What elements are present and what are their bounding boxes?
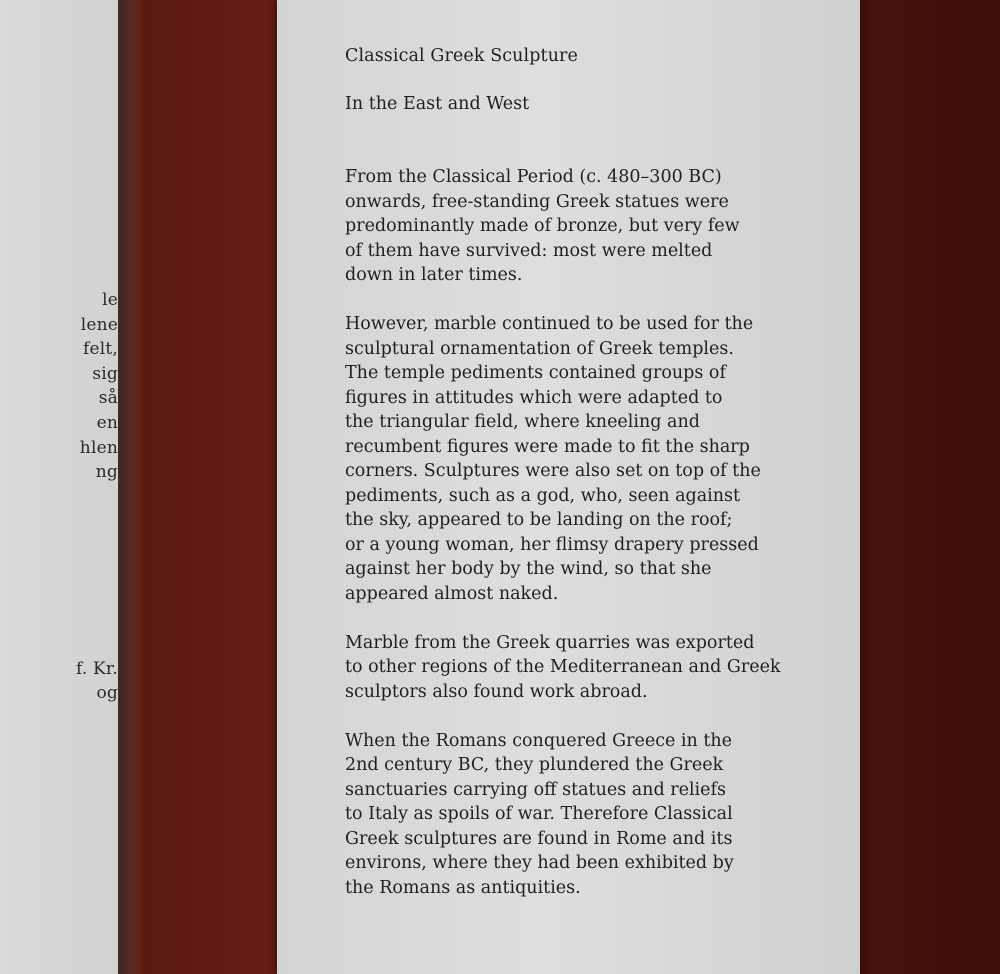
adjacent-panel-edge xyxy=(118,0,142,974)
adjacent-text-line: felt, xyxy=(82,339,118,360)
text-line: recumbent figures were made to fit the sharp xyxy=(345,436,750,457)
text-line: to Italy as spoils of war. Therefore Classical xyxy=(345,804,733,824)
text-line: When the Romans conquered Greece in the xyxy=(345,730,733,751)
adjacent-text-line: så xyxy=(98,388,118,409)
adjacent-text-line: le xyxy=(102,290,118,310)
text-line: Marble from the Greek quarries was exported xyxy=(345,632,755,653)
sign-panel xyxy=(277,0,860,974)
text-line: or a young woman, her flimsy drapery pressed xyxy=(345,534,759,555)
adjacent-text-line: ng xyxy=(95,462,118,483)
paragraph-marble-export xyxy=(345,631,785,705)
text-line: the triangular field, where kneeling and xyxy=(345,412,700,432)
text-line: sculptural ornamentation of Greek temples. xyxy=(345,338,734,359)
sign-title: Classical Greek Sculpture xyxy=(345,46,578,66)
adjacent-sign-panel xyxy=(0,0,118,974)
text-line: the sky, appeared to be landing on the roof; xyxy=(345,510,733,530)
text-line: sculptors also found work abroad. xyxy=(345,681,648,702)
text-line: against her body by the wind, so that she xyxy=(345,559,712,579)
adjacent-text-line: sig xyxy=(92,363,118,384)
adjacent-text-line: en xyxy=(96,412,118,433)
sign-subtitle: In the East and West xyxy=(345,94,530,114)
text-line: down in later times. xyxy=(345,265,523,285)
adjacent-text-line: f. Kr. xyxy=(75,658,118,679)
text-line: predominantly made of bronze, but very few xyxy=(345,216,740,236)
text-line: corners. Sculptures were also set on top of the xyxy=(345,461,761,481)
text-line: the Romans as antiquities. xyxy=(345,877,581,898)
text-line: pediments, such as a god, who, seen against xyxy=(345,485,741,506)
paragraph-roman-conquest xyxy=(345,729,785,901)
sign-body xyxy=(345,165,785,900)
adjacent-text-line: lene xyxy=(80,314,118,335)
text-line: figures in attitudes which were adapted to xyxy=(345,387,723,408)
text-line: From the Classical Period (c. 480–300 BC) xyxy=(345,167,722,187)
paragraph-marble-temples xyxy=(345,312,785,606)
text-line: to other regions of the Mediterranean and Greek xyxy=(345,657,781,677)
adjacent-sign-text xyxy=(0,288,118,706)
adjacent-text-line: hlen xyxy=(79,437,118,458)
text-line: onwards, free-standing Greek statues were xyxy=(345,191,729,212)
text-line: 2nd century BC, they plundered the Greek xyxy=(345,755,724,775)
text-line: appeared almost naked. xyxy=(345,583,559,604)
text-line: The temple pediments contained groups of xyxy=(345,363,726,383)
adjacent-text-line: og xyxy=(96,683,118,704)
text-line: However, marble continued to be used for the xyxy=(345,314,754,334)
text-line: sanctuaries carrying off statues and reliefs xyxy=(345,779,726,800)
text-line: environs, where they had been exhibited by xyxy=(345,853,734,873)
text-line: Greek sculptures are found in Rome and its xyxy=(345,828,733,849)
text-line: of them have survived: most were melted xyxy=(345,240,713,261)
paragraph-bronze-statues xyxy=(345,165,785,288)
sign-content xyxy=(345,43,785,925)
